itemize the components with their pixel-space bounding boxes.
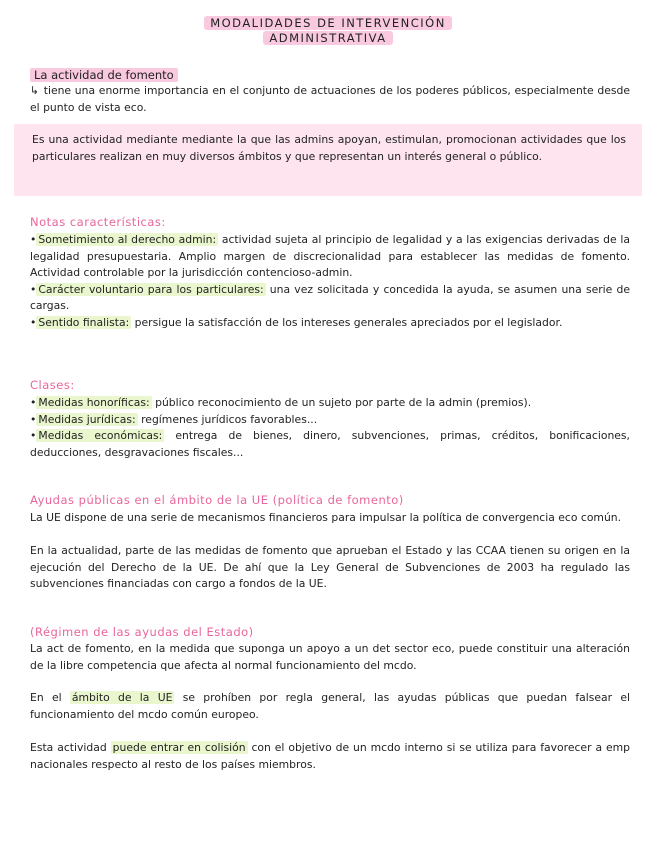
list-item: • Carácter voluntario para los particulares: una vez solicitada y concedida la ayuda, se asumen una serie de cargas. — [30, 282, 631, 312]
p2-highlight: ámbito de la UE — [71, 691, 173, 704]
clases-heading-text: Clases: — [30, 378, 75, 392]
item-text: entrega de bienes, dinero, subvenciones, primas, créditos, bonificaciones, deducciones, desgravaciones fiscales... — [30, 429, 630, 459]
p3-highlight: puede entrar en colisión — [112, 741, 246, 754]
regimen-paragraph-2 — [30, 690, 630, 723]
item-label: Sentido finalista: — [38, 315, 130, 329]
ayudas-heading — [30, 493, 404, 507]
title-line-2: ADMINISTRATIVA — [263, 31, 392, 45]
item-text: regímenes jurídicos favorables... — [137, 412, 318, 426]
list-item: • Medidas jurídicas: regímenes jurídicos favorables... — [30, 412, 318, 426]
clases-list — [30, 395, 630, 461]
intro-paragraph — [30, 83, 630, 116]
item-label: Medidas honoríficas: — [38, 396, 150, 409]
heading-text: La actividad de fomento — [30, 68, 178, 82]
list-item: • Sentido finalista: persigue la satisfacción de los intereses generales apreciados por el legislador. — [30, 315, 563, 329]
item-label: Medidas jurídicas: — [38, 412, 136, 426]
item-text: público reconocimiento de un sujeto por parte de la admin (premios). — [151, 396, 532, 409]
section-heading-fomento — [30, 68, 178, 82]
notas-heading-text: Notas características: — [30, 215, 166, 229]
item-text: una vez solicitada y concedida la ayuda, se asumen una serie de cargas. — [30, 282, 631, 312]
arrow-icon: ↳ — [30, 84, 40, 97]
item-label: Carácter voluntario para los particulares: — [38, 282, 264, 296]
regimen-paragraph-3 — [30, 740, 630, 773]
list-item: • Medidas económicas: entrega de bienes, dinero, subvenciones, primas, créditos, bonificaciones, deducciones, desgravaciones fiscales... — [30, 429, 630, 459]
definition-text: Es una actividad mediante mediante la que las admins apoyan, estimulan, promocionan actividades que los particulares realizan en muy diversos ámbitos y que representan un interés general o público. — [32, 133, 626, 163]
item-label: Medidas económicas: — [38, 429, 163, 442]
regimen-paragraph-1: La act de fomento, en la medida que suponga un apoyo a un det sector eco, puede constituir una alteración de la libre competencia que afecta al normal funcionamiento del mcdo. — [30, 642, 630, 672]
notas-list — [30, 232, 630, 331]
regimen-heading-text: (Régimen de las ayudas del Estado) — [30, 625, 254, 639]
ayudas-paragraph-2: En la actualidad, parte de las medidas de fomento que aprueban el Estado y las CCAA tienen su origen en la ejecución del Derecho de la UE. De ahí que la Ley General de Subvenciones de 2003 ha regulado las subvenciones financiadas con cargo a fondos de la UE. — [30, 544, 630, 590]
list-item: • Medidas honoríficas: público reconocimiento de un sujeto por parte de la admin (premios). — [30, 396, 532, 409]
p3-pre: Esta actividad — [30, 741, 111, 754]
ayudas-heading-text: Ayudas públicas en el ámbito de la UE (política de fomento) — [30, 493, 404, 507]
page-title — [0, 16, 656, 46]
p3-post: con el objetivo de un mcdo interno si se utiliza para favorecer a emp nacionales respecto al resto de los países miembros. — [30, 741, 630, 771]
item-label: Sometimiento al derecho admin: — [38, 233, 217, 246]
p2-pre: En el — [30, 691, 70, 704]
item-text: actividad sujeta al principio de legalidad y a las exigencias derivadas de la legalidad presupuestaria. Amplio margen de discrecionalidad para establecer las medidas de fomento. Actividad controlable por la jurisdicción contencioso-admin. — [30, 233, 630, 279]
definition-box — [14, 124, 642, 196]
clases-heading — [30, 378, 75, 392]
item-text: persigue la satisfacción de los intereses generales apreciados por el legislador. — [131, 315, 563, 329]
p2-post: se prohíben por regla general, las ayudas públicas que puedan falsear el funcionamiento del mcdo común europeo. — [30, 691, 630, 721]
title-line-1: MODALIDADES DE INTERVENCIÓN — [204, 16, 452, 30]
regimen-heading — [30, 625, 254, 639]
ayudas-paragraph-1: La UE dispone de una serie de mecanismos financieros para impulsar la política de convergencia eco común. — [30, 511, 622, 524]
intro-text: tiene una enorme importancia en el conjunto de actuaciones de los poderes públicos, especialmente desde el punto de vista eco. — [30, 84, 630, 114]
notas-heading — [30, 215, 166, 229]
list-item: • Sometimiento al derecho admin: actividad sujeta al principio de legalidad y a las exigencias derivadas de la legalidad presupuestaria. Amplio margen de discrecionalidad para establecer las medidas de fomento. Actividad controlable por la jurisdicción contencioso-admin. — [30, 233, 630, 279]
